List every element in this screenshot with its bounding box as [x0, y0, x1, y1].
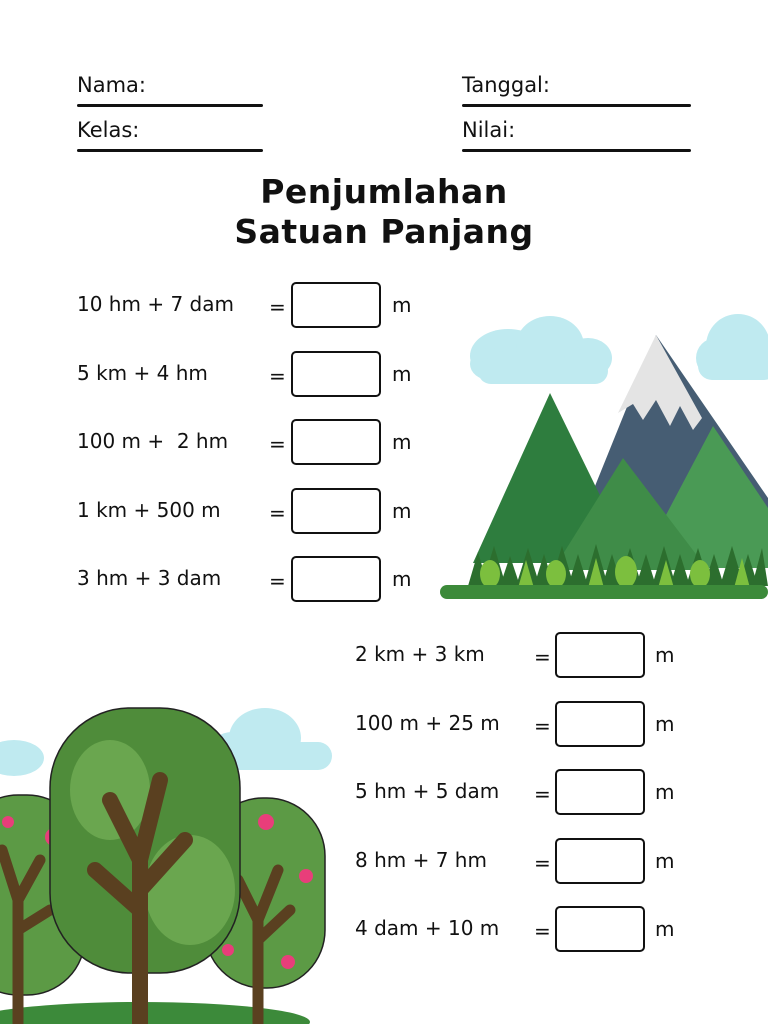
unit-label: m	[655, 780, 675, 804]
equals-sign: =	[269, 363, 286, 388]
unit-label: m	[655, 917, 675, 941]
cloud-right	[696, 314, 768, 380]
equals-sign: =	[534, 919, 551, 943]
equals-sign: =	[269, 432, 286, 456]
class-underline	[77, 149, 263, 152]
answer-box[interactable]	[555, 632, 645, 678]
page-title	[0, 172, 768, 252]
problem-row	[355, 632, 715, 678]
name-field[interactable]	[77, 73, 146, 97]
problem-row	[355, 769, 715, 815]
equals-sign: =	[269, 500, 286, 525]
unit-label: m	[655, 643, 675, 667]
score-label: Nilai:	[462, 118, 516, 142]
problem-row	[77, 556, 437, 602]
answer-box[interactable]	[291, 419, 381, 465]
unit-label: m	[392, 498, 412, 523]
unit-label: m	[655, 711, 675, 736]
problem-expression: 100 m + 2 hm	[77, 429, 229, 453]
answer-box[interactable]	[291, 488, 381, 534]
answer-box[interactable]	[291, 351, 381, 397]
problem-row	[77, 419, 437, 465]
unit-label: m	[655, 848, 675, 873]
equals-sign: =	[534, 645, 551, 669]
problem-row	[355, 906, 715, 952]
date-label: Tanggal:	[462, 73, 550, 97]
problem-expression: 2 km + 3 km	[355, 642, 485, 666]
equals-sign: =	[269, 295, 286, 319]
problem-row	[77, 282, 437, 328]
problem-expression: 5 hm + 5 dam	[355, 779, 500, 803]
score-field[interactable]	[462, 118, 515, 142]
name-label: Nama:	[77, 73, 146, 97]
title-line-2: Satuan Panjang	[234, 212, 534, 251]
answer-box[interactable]	[555, 769, 645, 815]
problem-expression: 3 hm + 3 dam	[77, 566, 222, 590]
problem-row	[77, 488, 437, 534]
answer-box[interactable]	[555, 838, 645, 884]
problem-expression: 100 m + 25 m	[355, 710, 500, 735]
problem-expression: 8 hm + 7 hm	[355, 847, 487, 872]
score-underline	[462, 149, 691, 152]
problem-row	[77, 351, 437, 397]
name-underline	[77, 104, 263, 107]
equals-sign: =	[534, 713, 551, 738]
trees-illustration	[0, 700, 340, 1024]
ground-strip	[440, 585, 768, 599]
cloud-edge	[0, 740, 44, 776]
problem-expression: 1 km + 500 m	[77, 497, 221, 522]
title-line-1: Penjumlahan	[260, 172, 508, 211]
answer-box[interactable]	[291, 556, 381, 602]
problem-expression: 5 km + 4 hm	[77, 360, 208, 385]
equals-sign: =	[534, 782, 551, 806]
unit-label: m	[392, 430, 412, 454]
unit-label: m	[392, 567, 412, 591]
problem-expression: 4 dam + 10 m	[355, 916, 500, 940]
date-field[interactable]	[462, 73, 550, 97]
unit-label: m	[392, 361, 412, 386]
problem-row	[355, 701, 715, 747]
unit-label: m	[392, 293, 412, 317]
problem-row	[355, 838, 715, 884]
answer-box[interactable]	[555, 701, 645, 747]
date-underline	[462, 104, 691, 107]
equals-sign: =	[269, 569, 286, 593]
cloud-left	[470, 316, 612, 384]
answer-box[interactable]	[291, 282, 381, 328]
class-field[interactable]	[77, 118, 139, 142]
equals-sign: =	[534, 850, 551, 875]
answer-box[interactable]	[555, 906, 645, 952]
mountain-illustration	[438, 308, 768, 603]
class-label: Kelas:	[77, 118, 140, 142]
problem-expression: 10 hm + 7 dam	[77, 292, 234, 316]
